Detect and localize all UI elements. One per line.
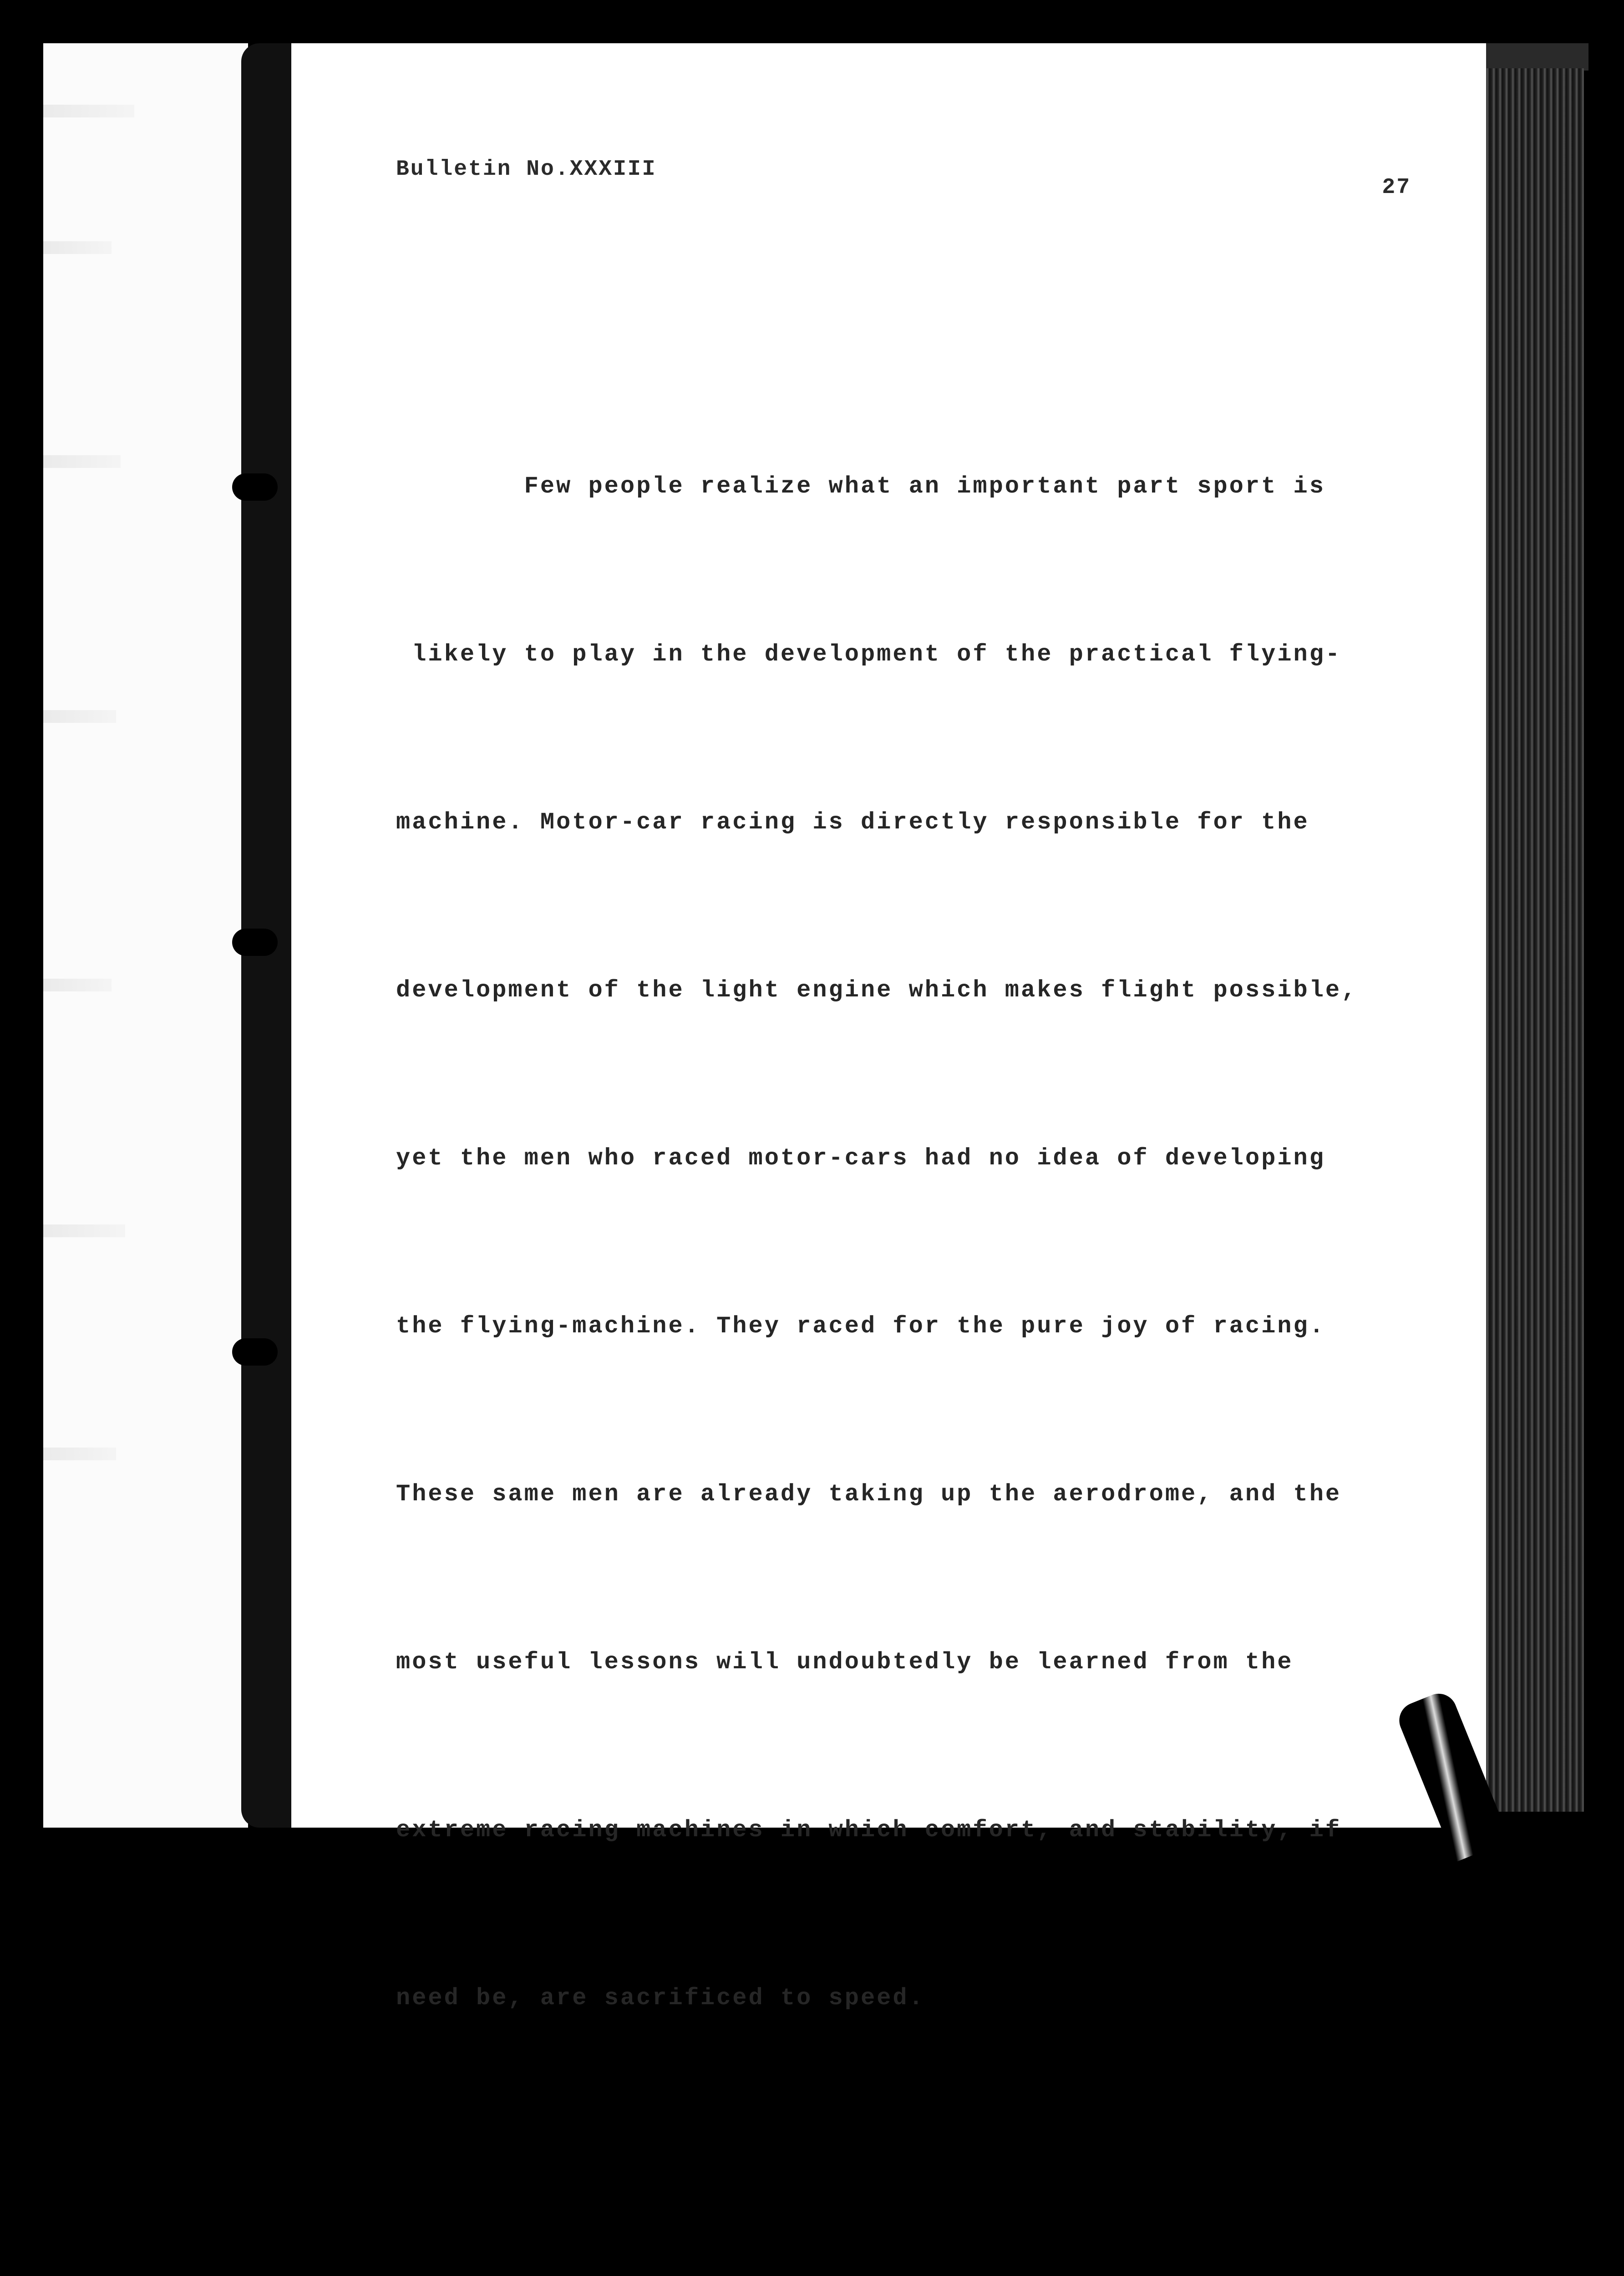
book-page-edges: [1470, 68, 1584, 1812]
binding-hole: [232, 929, 278, 956]
text-line: machine. Motor-car racing is directly responsible for the: [396, 809, 1309, 836]
bleed-through-text: [43, 105, 134, 117]
text-line: extreme racing machines in which comfort, and stability, if: [396, 1817, 1342, 1844]
binding-hole: [232, 473, 278, 501]
text-line: Few people realize what an important part sport is: [396, 473, 1325, 500]
bleed-through-text: [43, 710, 116, 723]
bulletin-title: Bulletin No.XXXIII: [396, 157, 657, 182]
text-line: the flying-machine. They raced for the pure joy of racing.: [396, 1313, 1325, 1340]
facing-page: [43, 43, 248, 1828]
page-header: [396, 157, 1411, 200]
bleed-through-text: [43, 1224, 125, 1237]
binding-hole: [232, 1338, 278, 1366]
text-line: need be, are sacrificed to speed.: [396, 1985, 925, 2012]
paragraph: [396, 346, 1425, 2138]
text-line: most useful lessons will undoubtedly be learned from the: [396, 1649, 1294, 1676]
book-edge-top: [1470, 43, 1588, 71]
bleed-through-text: [43, 979, 112, 991]
page-number: 27: [1382, 175, 1411, 200]
body-text: [396, 234, 1425, 2276]
text-line: development of the light engine which makes flight possible,: [396, 977, 1358, 1004]
text-line: likely to play in the development of the practical flying-: [396, 641, 1342, 668]
bleed-through-text: [43, 1448, 116, 1460]
text-line: These same men are already taking up the aerodrome, and the: [396, 1481, 1342, 1508]
bleed-through-text: [43, 241, 112, 254]
paragraph: [396, 2250, 1425, 2276]
document-page: [291, 43, 1486, 2012]
bleed-through-text: [43, 455, 121, 468]
text-line: yet the men who raced motor-cars had no idea of developing: [396, 1145, 1325, 1172]
